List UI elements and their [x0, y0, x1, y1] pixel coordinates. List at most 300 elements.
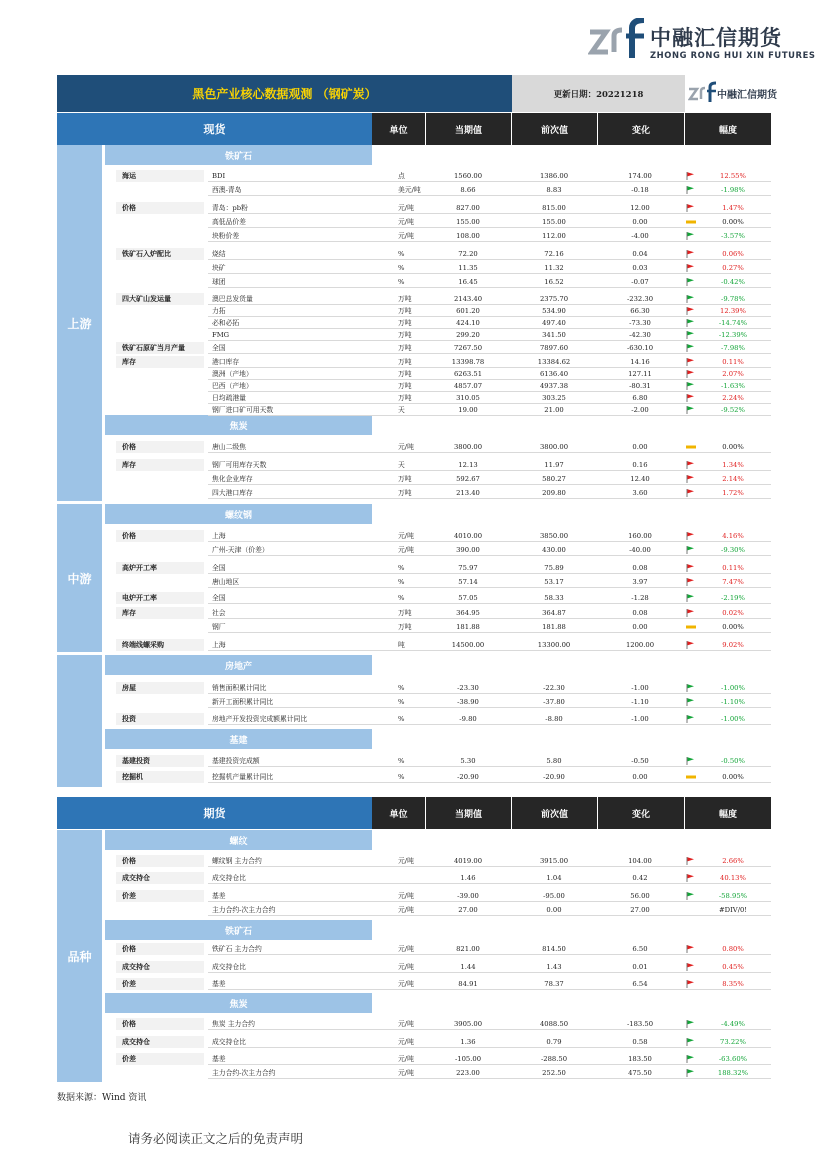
- row-change: 3.97: [632, 578, 648, 586]
- row-previous: 341.50: [542, 331, 566, 339]
- row-percent: -7.98%: [721, 344, 745, 352]
- row-percent: -58.95%: [718, 892, 748, 900]
- sub-f-rebar: 螺纹: [105, 830, 372, 850]
- row-name: 主力合约-次主力合约: [212, 1069, 276, 1077]
- cat-terminal: 终端线螺采购: [116, 639, 204, 651]
- row-percent: 2.07%: [722, 370, 744, 378]
- green-flag-icon: [686, 331, 696, 339]
- row-current: 310.05: [456, 394, 480, 402]
- green-flag-icon: [686, 1020, 696, 1028]
- table-row: [208, 890, 771, 902]
- spot-header: 现货: [57, 113, 372, 145]
- row-current: 821.00: [456, 945, 480, 953]
- row-current: 14500.00: [451, 641, 485, 649]
- row-current: 424.10: [456, 319, 480, 327]
- row-unit: 万吨: [398, 489, 412, 497]
- green-flag-icon: [686, 382, 696, 390]
- company-logo: [588, 18, 816, 68]
- row-current: 84.91: [458, 980, 478, 988]
- row-current: 827.00: [456, 204, 480, 212]
- red-flag-icon: [686, 358, 696, 366]
- row-percent: 0.11%: [722, 358, 744, 366]
- table-row: [208, 248, 771, 260]
- table-row: [208, 230, 771, 242]
- row-previous: 497.40: [542, 319, 566, 327]
- f-previous-header: 前次值: [512, 797, 597, 829]
- f-unit-header: 单位: [372, 797, 425, 829]
- green-flag-icon: [686, 406, 696, 414]
- red-flag-icon: [686, 264, 696, 272]
- row-change: -42.30: [629, 331, 651, 339]
- green-flag-icon: [686, 1069, 696, 1077]
- row-name: 巴西（产地）: [212, 382, 253, 390]
- row-previous: 53.17: [544, 578, 564, 586]
- row-current: 592.67: [456, 475, 480, 483]
- row-name: 广州-天津（价差）: [212, 546, 269, 554]
- row-name: 主力合约-次主力合约: [212, 906, 276, 914]
- green-flag-icon: [686, 295, 696, 303]
- row-name: 挖掘机产量累计同比: [212, 773, 274, 781]
- row-name: 青岛：pb粉: [212, 204, 248, 212]
- row-change: 12.40: [630, 475, 650, 483]
- table-row: [208, 1067, 771, 1079]
- row-change: -40.00: [629, 546, 651, 554]
- sub-f-coke: 焦炭: [105, 993, 372, 1013]
- row-name: 力拓: [212, 307, 226, 315]
- row-unit: 元/吨: [398, 963, 414, 971]
- row-previous: 2375.70: [539, 295, 569, 303]
- f-percent-header: 幅度: [685, 797, 771, 829]
- row-unit: %: [398, 278, 405, 286]
- row-unit: 元/吨: [398, 945, 414, 953]
- table-row: [208, 1053, 771, 1065]
- table-row: [208, 329, 771, 341]
- table-row: [208, 904, 771, 916]
- row-name: 成交持仓比: [212, 963, 246, 971]
- cat-coke-stock: 库存: [116, 459, 204, 471]
- table-row: [208, 943, 771, 955]
- row-unit: %: [398, 773, 405, 781]
- row-current: 299.20: [456, 331, 480, 339]
- row-unit: 美元/吨: [398, 186, 421, 194]
- table-row: [208, 317, 771, 329]
- row-current: 11.35: [458, 264, 478, 272]
- row-unit: 元/吨: [398, 1055, 414, 1063]
- flat-indicator-icon: [686, 218, 696, 226]
- page-title: 黑色产业核心数据观测 （钢矿炭）: [57, 75, 512, 112]
- row-name: 全国: [212, 594, 226, 602]
- row-previous: -8.80: [545, 715, 563, 723]
- row-unit: 天: [398, 461, 405, 469]
- row-name: 港口库存: [212, 358, 240, 366]
- cat-investment: 投资: [116, 713, 204, 725]
- row-previous: 11.97: [544, 461, 564, 469]
- row-percent: -63.60%: [718, 1055, 748, 1063]
- red-flag-icon: [686, 641, 696, 649]
- small-logo-name: 中融汇信期货: [717, 90, 777, 101]
- row-previous: 1.43: [546, 963, 562, 971]
- cat-f-basis-3: 价差: [116, 1053, 204, 1065]
- row-previous: 13300.00: [537, 641, 571, 649]
- table-row: [208, 202, 771, 214]
- table-row: [208, 305, 771, 317]
- row-current: 155.00: [456, 218, 480, 226]
- table-row: [208, 682, 771, 694]
- row-unit: %: [398, 715, 405, 723]
- row-previous: 3915.00: [539, 857, 569, 865]
- row-change: 6.80: [632, 394, 648, 402]
- row-name: 钢厂: [212, 623, 226, 631]
- table-row: [208, 380, 771, 392]
- row-unit: 万吨: [398, 475, 412, 483]
- red-flag-icon: [686, 609, 696, 617]
- row-change: 160.00: [628, 532, 652, 540]
- row-current: 4010.00: [453, 532, 483, 540]
- row-current: 1560.00: [453, 172, 483, 180]
- green-flag-icon: [686, 892, 696, 900]
- row-change: -0.18: [631, 186, 649, 194]
- logo-english-name: ZHONG RONG HUI XIN FUTURES: [650, 50, 816, 60]
- row-change: 0.00: [632, 623, 648, 631]
- table-row: [208, 621, 771, 633]
- row-previous: 5.80: [546, 757, 562, 765]
- zrhx-logo-icon: [588, 18, 648, 62]
- row-previous: 252.50: [542, 1069, 566, 1077]
- sub-rebar: 螺纹钢: [105, 504, 372, 524]
- change-header: 变化: [598, 113, 684, 145]
- sub-iron-ore: 铁矿石: [105, 145, 372, 165]
- row-percent: -0.50%: [721, 757, 745, 765]
- green-flag-icon: [686, 232, 696, 240]
- row-name: 上海: [212, 532, 226, 540]
- row-change: 1200.00: [625, 641, 655, 649]
- row-unit: 天: [398, 406, 405, 414]
- cat-f-basis-1: 价差: [116, 890, 204, 902]
- row-current: 57.05: [458, 594, 478, 602]
- cat-eaf: 电炉开工率: [116, 592, 204, 604]
- row-percent: 1.72%: [722, 489, 744, 497]
- row-previous: 13384.62: [537, 358, 571, 366]
- row-name: 螺纹钢 主力合约: [212, 857, 262, 865]
- row-percent: 1.34%: [722, 461, 744, 469]
- row-unit: 元/吨: [398, 232, 414, 240]
- sub-f-iron: 铁矿石: [105, 920, 372, 940]
- cat-housing: 房屋: [116, 682, 204, 694]
- red-flag-icon: [686, 172, 696, 180]
- green-flag-icon: [686, 1055, 696, 1063]
- table-row: [208, 473, 771, 485]
- cat-f-price-1: 价格: [116, 855, 204, 867]
- row-unit: 元/吨: [398, 204, 414, 212]
- row-current: 16.45: [458, 278, 478, 286]
- row-change: 12.00: [630, 204, 650, 212]
- red-flag-icon: [686, 394, 696, 402]
- row-percent: -9.78%: [721, 295, 745, 303]
- row-name: 必和必拓: [212, 319, 240, 327]
- row-unit: %: [398, 684, 405, 692]
- row-current: 57.14: [458, 578, 478, 586]
- row-change: -1.00: [631, 715, 649, 723]
- update-date: 更新日期：20221218: [512, 75, 685, 112]
- row-unit: %: [398, 564, 405, 572]
- table-row: [208, 855, 771, 867]
- row-change: 0.42: [632, 874, 648, 882]
- row-previous: 580.27: [542, 475, 566, 483]
- row-unit: %: [398, 578, 405, 586]
- row-name: 销售面积累计同比: [212, 684, 267, 692]
- row-change: 475.50: [628, 1069, 652, 1077]
- row-unit: 元/吨: [398, 546, 414, 554]
- cat-shipping: 海运: [116, 170, 204, 182]
- row-percent: -12.39%: [718, 331, 748, 339]
- row-unit: 元/吨: [398, 532, 414, 540]
- row-name: 澳巴总发货量: [212, 295, 253, 303]
- row-current: -20.90: [457, 773, 479, 781]
- row-unit: 万吨: [398, 344, 412, 352]
- row-name: 基差: [212, 980, 226, 988]
- percent-header: 幅度: [685, 113, 771, 145]
- row-percent: 73.22%: [720, 1038, 746, 1046]
- row-previous: 72.16: [544, 250, 564, 258]
- row-name: 澳洲（产地）: [212, 370, 253, 378]
- table-row: [208, 576, 771, 588]
- row-name: 唐山地区: [212, 578, 240, 586]
- row-percent: 40.13%: [720, 874, 746, 882]
- row-percent: -9.52%: [721, 406, 745, 414]
- table-row: [208, 713, 771, 725]
- table-row: [208, 356, 771, 368]
- sub-real-estate: 房地产: [105, 655, 372, 675]
- row-percent: 0.00%: [722, 773, 744, 781]
- logo-chinese-name: 中融汇信期货: [650, 26, 782, 50]
- row-previous: 1.04: [546, 874, 562, 882]
- row-name: 全国: [212, 564, 226, 572]
- row-name: BDI: [212, 172, 226, 180]
- row-previous: -288.50: [540, 1055, 568, 1063]
- row-change: -80.31: [629, 382, 651, 390]
- row-change: 183.50: [628, 1055, 652, 1063]
- cat-rebar-stock: 库存: [116, 607, 204, 619]
- green-flag-icon: [686, 757, 696, 765]
- row-change: -0.50: [631, 757, 649, 765]
- row-name: 唐山二级焦: [212, 443, 246, 451]
- green-flag-icon: [686, 1038, 696, 1046]
- cat-f-price-2: 价格: [116, 943, 204, 955]
- table-row: [208, 1018, 771, 1030]
- green-flag-icon: [686, 698, 696, 706]
- red-flag-icon: [686, 204, 696, 212]
- cat-f-price-3: 价格: [116, 1018, 204, 1030]
- row-previous: 6136.40: [539, 370, 569, 378]
- row-current: 1.44: [460, 963, 476, 971]
- row-previous: 0.00: [546, 906, 562, 914]
- red-flag-icon: [686, 307, 696, 315]
- green-flag-icon: [686, 715, 696, 723]
- green-flag-icon: [686, 684, 696, 692]
- red-flag-icon: [686, 945, 696, 953]
- row-previous: 815.00: [542, 204, 566, 212]
- row-current: 2143.40: [453, 295, 483, 303]
- row-previous: -95.00: [543, 892, 565, 900]
- row-percent: 9.02%: [722, 641, 744, 649]
- futures-header: 期货: [57, 797, 372, 829]
- row-unit: 点: [398, 172, 405, 180]
- row-change: 0.00: [632, 443, 648, 451]
- row-unit: 元/吨: [398, 1020, 414, 1028]
- table-row: [208, 978, 771, 990]
- table-row: [208, 1036, 771, 1048]
- row-current: -23.30: [457, 684, 479, 692]
- row-percent: -3.57%: [721, 232, 745, 240]
- row-change: -232.30: [626, 295, 654, 303]
- red-flag-icon: [686, 963, 696, 971]
- row-change: -1.00: [631, 684, 649, 692]
- row-change: -2.00: [631, 406, 649, 414]
- row-percent: 0.00%: [722, 443, 744, 451]
- row-name: 基差: [212, 892, 226, 900]
- row-previous: 209.80: [542, 489, 566, 497]
- table-row: [208, 368, 771, 380]
- row-name: 房地产开发投资完成额累计同比: [212, 715, 308, 723]
- red-flag-icon: [686, 857, 696, 865]
- row-name: 日均疏港量: [212, 394, 246, 402]
- row-current: 7267.50: [453, 344, 483, 352]
- row-percent: 188.32%: [717, 1069, 749, 1077]
- row-name: FMG: [212, 331, 230, 339]
- row-previous: 58.33: [544, 594, 564, 602]
- row-unit: %: [398, 757, 405, 765]
- row-current: 72.20: [458, 250, 478, 258]
- row-name: 基差: [212, 1055, 226, 1063]
- table-row: [208, 872, 771, 884]
- row-percent: 1.47%: [722, 204, 744, 212]
- row-unit: 万吨: [398, 295, 412, 303]
- zrhx-small-logo-icon: [688, 81, 718, 105]
- green-flag-icon: [686, 186, 696, 194]
- f-current-header: 当期值: [426, 797, 511, 829]
- cat-rebar-price: 价格: [116, 530, 204, 542]
- row-percent: #DIV/0!: [718, 906, 748, 914]
- small-logo: [685, 75, 777, 112]
- row-current: 8.66: [460, 186, 476, 194]
- cat-stock: 库存: [116, 356, 204, 368]
- f-change-header: 变化: [598, 797, 684, 829]
- red-flag-icon: [686, 532, 696, 540]
- row-change: 0.00: [632, 218, 648, 226]
- row-previous: 181.88: [542, 623, 566, 631]
- row-unit: %: [398, 698, 405, 706]
- row-change: 66.30: [630, 307, 650, 315]
- row-name: 块矿: [212, 264, 226, 272]
- table-row: [208, 262, 771, 274]
- row-unit: 万吨: [398, 331, 412, 339]
- row-unit: 万吨: [398, 394, 412, 402]
- row-name: 钢厂进口矿可用天数: [212, 406, 274, 414]
- row-percent: 0.00%: [722, 218, 744, 226]
- green-flag-icon: [686, 546, 696, 554]
- row-unit: 元/吨: [398, 892, 414, 900]
- cat-f-volume-1: 成交持仓: [116, 872, 204, 884]
- row-percent: 0.00%: [722, 623, 744, 631]
- row-percent: -0.42%: [721, 278, 745, 286]
- row-change: 0.08: [632, 564, 648, 572]
- row-name: 高低品价差: [212, 218, 246, 226]
- row-name: 全国: [212, 344, 226, 352]
- cat-furnace-ratio: 铁矿石入炉配比: [116, 248, 204, 260]
- row-name: 上海: [212, 641, 226, 649]
- row-unit: 万吨: [398, 319, 412, 327]
- cat-f-basis-2: 价差: [116, 978, 204, 990]
- cat-blast-furnace: 高炉开工率: [116, 562, 204, 574]
- row-unit: %: [398, 594, 405, 602]
- flat-indicator-icon: [686, 623, 696, 631]
- row-previous: 8.83: [546, 186, 562, 194]
- row-previous: 7897.60: [539, 344, 569, 352]
- red-flag-icon: [686, 564, 696, 572]
- row-percent: -1.00%: [721, 684, 745, 692]
- row-unit: 万吨: [398, 382, 412, 390]
- red-flag-icon: [686, 475, 696, 483]
- row-percent: -4.49%: [721, 1020, 745, 1028]
- red-flag-icon: [686, 461, 696, 469]
- row-percent: -1.63%: [721, 382, 745, 390]
- row-percent: -1.98%: [721, 186, 745, 194]
- row-unit: 元/吨: [398, 443, 414, 451]
- row-previous: 303.25: [542, 394, 566, 402]
- row-previous: -22.30: [543, 684, 565, 692]
- cat-four-mines: 四大矿山发运量: [116, 293, 204, 305]
- row-change: 174.00: [628, 172, 652, 180]
- disclaimer-note: 请务必阅读正文之后的免责声明: [128, 1131, 304, 1146]
- row-unit: 元/吨: [398, 980, 414, 988]
- table-row: [208, 961, 771, 973]
- row-unit: %: [398, 264, 405, 272]
- row-current: -39.00: [457, 892, 479, 900]
- table-row: [208, 404, 771, 416]
- row-change: -4.00: [631, 232, 649, 240]
- flat-indicator-icon: [686, 443, 696, 451]
- row-percent: 0.02%: [722, 609, 744, 617]
- row-name: 社会: [212, 609, 226, 617]
- sub-infrastructure: 基建: [105, 729, 372, 749]
- row-current: -9.80: [459, 715, 477, 723]
- row-previous: 155.00: [542, 218, 566, 226]
- row-percent: 7.47%: [722, 578, 744, 586]
- table-row: [208, 562, 771, 574]
- row-previous: -20.90: [543, 773, 565, 781]
- row-current: 181.88: [456, 623, 480, 631]
- row-current: 6263.51: [453, 370, 483, 378]
- row-change: 0.00: [632, 773, 648, 781]
- row-current: -38.90: [457, 698, 479, 706]
- row-change: 0.03: [632, 264, 648, 272]
- row-change: 0.16: [632, 461, 648, 469]
- row-previous: 1386.00: [539, 172, 569, 180]
- row-previous: 3800.00: [539, 443, 569, 451]
- row-unit: 元/吨: [398, 1069, 414, 1077]
- side-midstream: 中游: [57, 504, 102, 652]
- row-previous: 0.79: [546, 1038, 562, 1046]
- row-current: 223.00: [456, 1069, 480, 1077]
- row-name: 成交持仓比: [212, 1038, 246, 1046]
- cat-f-volume-3: 成交持仓: [116, 1036, 204, 1048]
- row-name: 焦化企业库存: [212, 475, 253, 483]
- unit-header: 单位: [372, 113, 425, 145]
- row-name: 块粉价差: [212, 232, 240, 240]
- row-name: 西澳-青岛: [212, 186, 242, 194]
- row-previous: 78.37: [544, 980, 564, 988]
- row-name: 四大港口库存: [212, 489, 253, 497]
